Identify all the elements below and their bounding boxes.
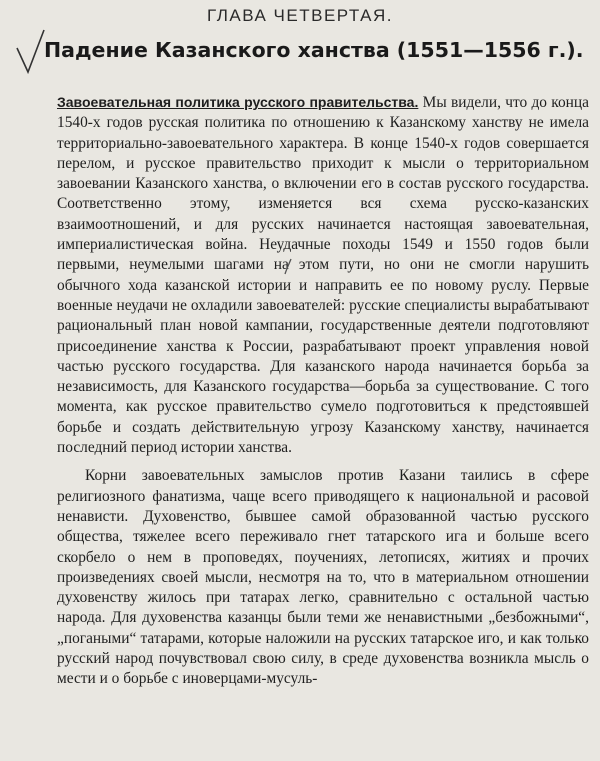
- checkmark-icon: [14, 28, 48, 78]
- paragraph-1-text: Мы видели, что до конца 1540-х годов русская политика по отношению к Казанскому ханству не имела территориально-завоевательного характера. В конце 1540-х годов совершается перелом, и русское правительство приходит к мысли о территориальном завоевании Казанского ханства, о включении его в состав русского государства. Соответственно этому, изменяется вся схема русско-казанских взаимоотношений, и для русских начинается настоящая завоевательная, империалистическая война. Неудачные походы 1549 и 1550 годов были первыми, неумелыми шагами на этом пути, но они не смогли нарушить обычного хода казанской истории и направить ее по новому руслу. Первые военные неудачи не охладили завоевателей: русские специалисты вырабатывают рациональный план новой кампании, государственные деятели подготовляют присоединение ханства к России, разрабатывают проект управления новой частью русского государства. Для казанского народа начинается борьба за независимость, для Казанского государства—борьба за существование. С того момента, как русское правительство сумело подготовиться к предстоявшей борьбе и создать действительную угрозу Казанскому ханству, начинается последний период истории ханства.: [57, 94, 589, 457]
- body-text: [57, 92, 589, 690]
- paragraph-2: Корни завоевательных замыслов против Казани таились в сфере религиозного фанатизма, чаще всего приводящего к национальной и расовой ненависти. Духовенство, бывшее самой образованной частью русского общества, тяжелее всего переживало гнет татарского ига и больше всего скорбело о нем в проповедях, поучениях, летописях, житиях и прочих произведениях своей мысли, несмотря на то, что в материальном отношении духовенству жилось при татарах легко, сравнительно с остальной частью народа. Для духовенства казанцы были теми же ненавистными „безбожными“, „погаными“ татарами, которые наложили на русских татарское иго, и как только русский народ почувствовал свою силу, в среде духовенства возникла мысль о мести и о борьбе с иноверцами-мусуль-: [57, 467, 589, 688]
- section-heading: Завоевательная политика русского правительства.: [57, 94, 419, 110]
- chapter-label: ГЛАВА ЧЕТВЕРТАЯ.: [206, 6, 394, 25]
- chapter-title: Падение Казанского ханства (1551—1556 г.).: [44, 38, 584, 62]
- pencil-mark-icon: [283, 258, 293, 276]
- paragraph-1: [57, 92, 589, 458]
